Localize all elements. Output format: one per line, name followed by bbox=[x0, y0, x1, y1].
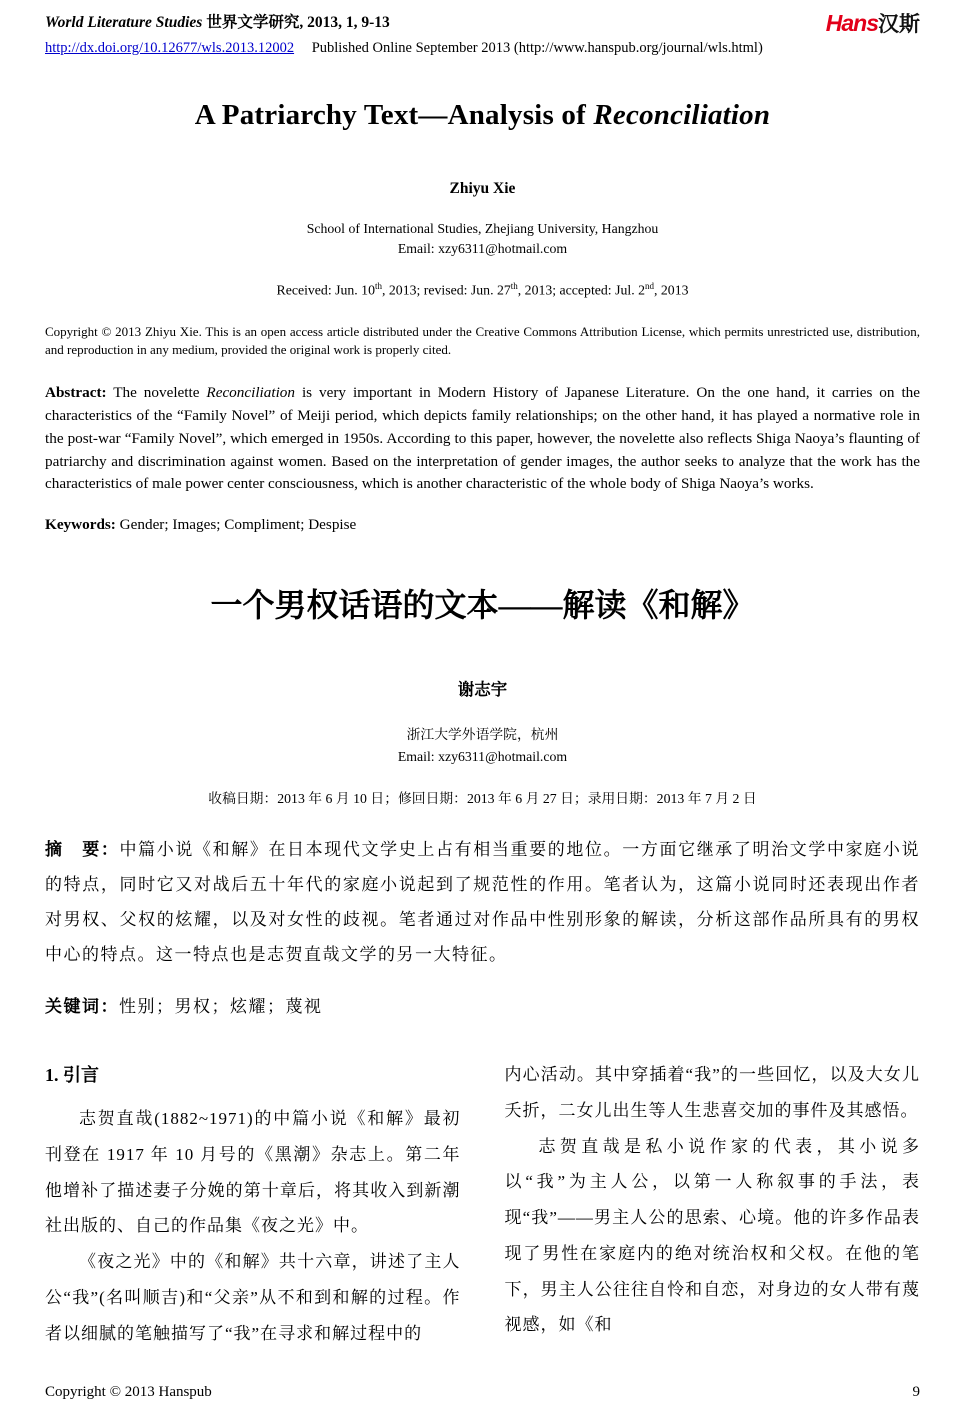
affiliation-cn: 浙江大学外语学院，杭州 bbox=[406, 727, 559, 743]
abstract-cn bbox=[45, 833, 920, 972]
page-number: 9 bbox=[912, 1384, 920, 1400]
body-paragraph: 《夜之光》中的《和解》共十六章，讲述了主人公“我”(名叫顺吉)和“父亲”从不和到和解的过程。作者以细腻的笔触描写了“我”在寻求和解过程中的 bbox=[45, 1252, 461, 1343]
ordinal-suffix: th bbox=[374, 281, 382, 291]
email-cn: Email: xzy6311@hotmail.com bbox=[397, 748, 568, 764]
keywords-cn bbox=[45, 992, 920, 1017]
article-title-en-italic: Reconciliation bbox=[593, 99, 771, 131]
page-footer bbox=[45, 1384, 920, 1401]
hans-logo-text: Hans bbox=[825, 10, 878, 36]
journal-line bbox=[45, 10, 390, 32]
hans-publisher-logo bbox=[826, 12, 920, 35]
author-name-en: Zhiyu Xie bbox=[449, 180, 516, 197]
abstract-text-cn: 中篇小说《和解》在日本现代文学史上占有相当重要的地位。一方面它继承了明治文学中家庭小说的特点，同时它又对战后五十年代的家庭小说起到了规范性的作用。笔者认为，这篇小说同时还表现出作者对男权、父权的炫耀，以及对女性的歧视。笔者通过对作品中性别形象的解读，分析这部作品所具有的男权中心的特点。这一特点也是志贺直哉文学的另一大特征。 bbox=[45, 840, 921, 964]
article-title-en-text: A Patriarchy Text—Analysis of bbox=[194, 99, 594, 131]
body-paragraph: 志贺直哉是私小说作家的代表，其小说多以“我”为主人公，以第一人称叙事的手法，表现“我”——男主人公的思索、心境。他的许多作品表现了男性在家庭内的绝对统治权和父权。在他的笔下，男主人公往往自怜和自恋，对身边的女人带有蔑视感，如《和 bbox=[504, 1136, 920, 1335]
received-part: , 2013 bbox=[654, 282, 689, 298]
ordinal-suffix: nd bbox=[645, 281, 654, 291]
published-online-text: Published Online September 2013 (http://www.hanspub.org/journal/wls.html) bbox=[311, 40, 763, 56]
journal-title-en: World Literature Studies bbox=[45, 14, 203, 31]
keywords-en bbox=[45, 516, 920, 534]
keywords-text-cn: 性别；男权；炫耀；蔑视 bbox=[119, 997, 323, 1017]
author-name-cn: 谢志宇 bbox=[457, 680, 508, 700]
abstract-label-cn: 摘 要： bbox=[45, 840, 120, 860]
abstract-text: is very important in Modern History of Japanese Literature. On the one hand, it carries on the characteristics of the “Family Novel” of Meiji period, which depicts family relationships; on the other hand, it has played a normative role in the post-war “Family Novel”, which emerged in 1950s. According to this paper, however, the novelette also reflects Shiga Naoya’s flaunting of patriarchy and discrimination against women. Based on the interpretation of gender images, the author seeks to analyze that the work has the characteristics of male power center consciousness, which is another characteristic of the whole body of Shiga Naoya’s works. bbox=[45, 384, 920, 493]
footer-copyright: Copyright © 2013 Hanspub bbox=[45, 1384, 212, 1400]
received-part: Received: Jun. 10 bbox=[276, 282, 375, 298]
email-en: Email: xzy6311@hotmail.com bbox=[397, 241, 568, 256]
keywords-label-en: Keywords: bbox=[45, 516, 116, 534]
doi-row bbox=[45, 40, 920, 57]
license-statement: Copyright © 2013 Zhiyu Xie. This is an open access article distributed under the Creative Commons Attribution License, which permits unrestricted use, distribution, and reproduction in any medium, provided the original work is properly cited. bbox=[45, 323, 920, 358]
affiliation-en: School of International Studies, Zhejiang University, Hangzhou bbox=[306, 221, 659, 236]
abstract-italic-title: Reconciliation bbox=[206, 384, 295, 402]
received-part: , 2013; revised: Jun. 27 bbox=[382, 282, 511, 298]
journal-header bbox=[45, 10, 920, 57]
hans-logo-cn-text: 汉斯 bbox=[878, 13, 920, 36]
abstract-text: The novelette bbox=[106, 384, 207, 402]
body-paragraph: 内心活动。其中穿插着“我”的一些回忆，以及大女儿夭折，二女儿出生等人生悲喜交加的事件及其感悟。 bbox=[504, 1065, 920, 1121]
doi-link[interactable]: http://dx.doi.org/10.12677/wls.2013.12002 bbox=[45, 40, 295, 56]
journal-title-cn: 世界文学研究, 2013, 1, 9-13 bbox=[206, 14, 390, 31]
ordinal-suffix: th bbox=[510, 281, 518, 291]
abstract-en bbox=[45, 382, 920, 496]
keywords-label-cn: 关键词： bbox=[45, 997, 119, 1017]
body-columns bbox=[45, 1057, 920, 1351]
column-left bbox=[45, 1057, 461, 1351]
abstract-label-en: Abstract: bbox=[45, 384, 107, 402]
keywords-text-en: Gender; Images; Compliment; Despise bbox=[115, 516, 357, 534]
received-part: , 2013; accepted: Jul. 2 bbox=[517, 282, 645, 298]
article-title-en bbox=[45, 99, 920, 132]
article-title-cn: 一个男权话语的文本——解读《和解》 bbox=[210, 587, 755, 624]
received-dates-cn: 收稿日期：2013 年 6 月 10 日；修回日期：2013 年 6 月 27 日；录用日期：2013 年 7 月 2 日 bbox=[208, 791, 757, 807]
header-top-row bbox=[45, 10, 920, 35]
column-right bbox=[505, 1057, 921, 1351]
section-1-heading: 1. 引言 bbox=[45, 1065, 99, 1086]
body-paragraph: 志贺直哉(1882~1971)的中篇小说《和解》最初刊登在 1917 年 10 月号的《黑潮》杂志上。第二年他增补了描述妻子分娩的第十章后，将其收入到新潮社出版的、自己的作品集《夜之光》中。 bbox=[45, 1109, 461, 1236]
received-dates-en bbox=[45, 281, 920, 299]
